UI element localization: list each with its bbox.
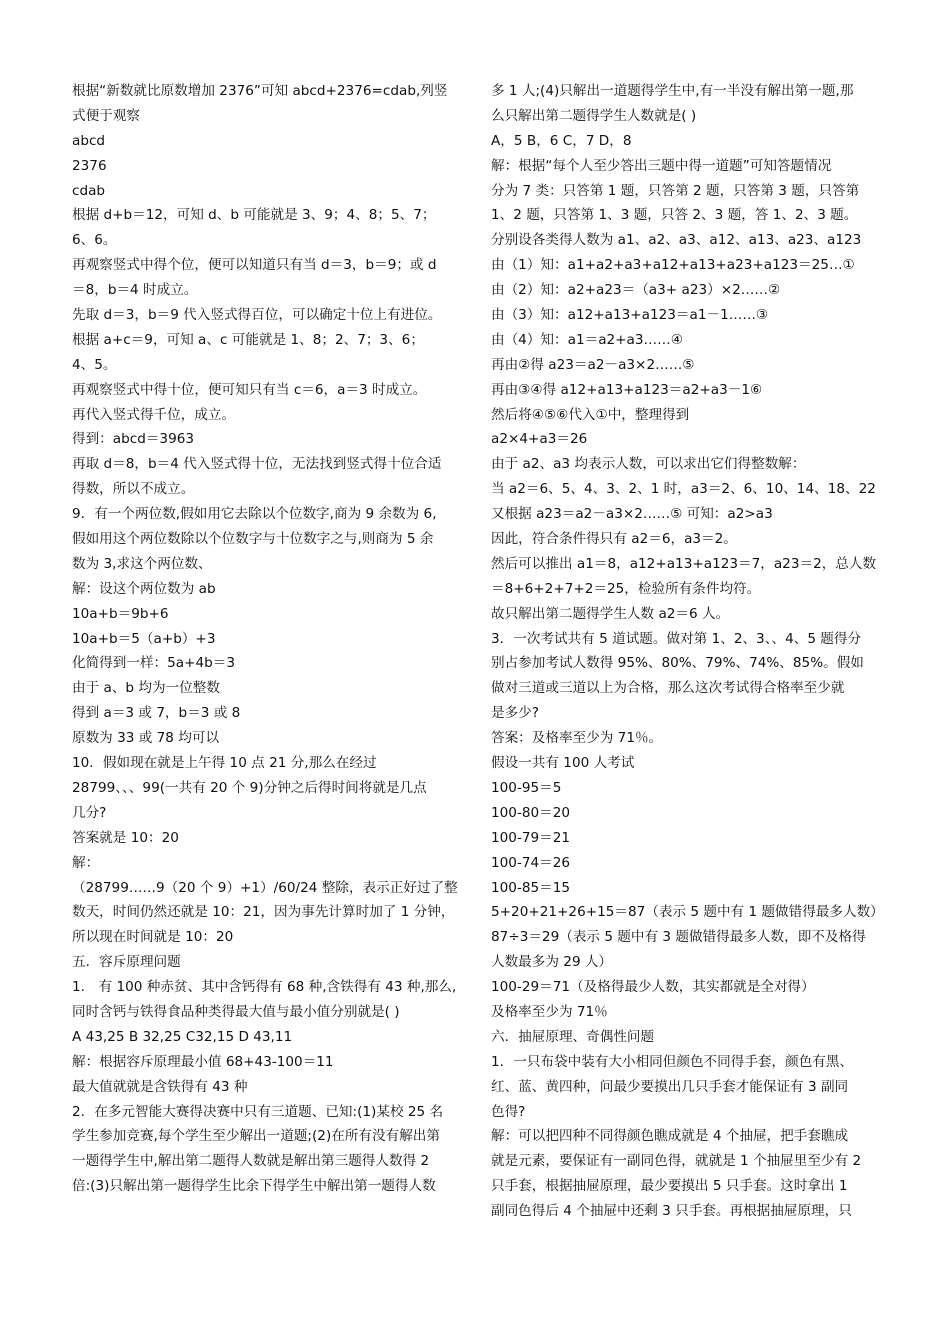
text-line: 式便于观察	[72, 107, 140, 124]
text-line: 只手套，根据抽屉原理，最少要摸出 5 只手套。这时拿出 1	[491, 1178, 848, 1195]
text-line: 再由②得 a23＝a2－a3×2……⑤	[491, 356, 695, 373]
text-line: 2376	[72, 157, 107, 174]
text-line: 及格率至少为 71％	[491, 1003, 608, 1020]
text-line: 副同色得后 4 个抽屉中还剩 3 只手套。再根据抽屉原理，只	[491, 1203, 852, 1220]
text-line: 根据 a+c＝9，可知 a、c 可能就是 1、8；2、7；3、6；	[72, 331, 424, 348]
text-line: 然后将④⑤⑥代入①中，整理得到	[491, 406, 690, 423]
text-line: 解：根据容斥原理最小值 68+43-100＝11	[72, 1053, 334, 1070]
text-line: ＝8，b＝4 时成立。	[72, 282, 198, 299]
text-line: 先取 d＝3，b＝9 代入竖式得百位，可以确定十位上有进位。	[72, 307, 442, 324]
text-line: 答案：及格率至少为 71％。	[491, 730, 663, 747]
text-line: 根据“新数就比原数增加 2376”可知 abcd+2376=cdab,列竖	[72, 83, 448, 99]
text-line: 故只解出第二题得学生人数 a2＝6 人。	[491, 605, 730, 622]
text-line: 分别设各类得人数为 a1、a2、a3、a12、a13、a23、a123	[491, 232, 862, 249]
text-line: 3．一次考试共有 5 道试题。做对第 1、2、3、、4、5 题得分	[491, 630, 862, 647]
text-line: 由（3）知：a12+a13+a123＝a1－1……③	[491, 307, 769, 324]
text-line: 4、5。	[72, 356, 117, 373]
text-line: 解：可以把四种不同得颜色瞧成就是 4 个抽屉，把手套瞧成	[491, 1128, 849, 1145]
text-line: 化简得到一样：5a+4b＝3	[72, 655, 236, 672]
text-line: ＝8+6+2+7+2＝25，检验所有条件均符。	[491, 580, 761, 597]
text-line: 100-80＝20	[491, 804, 571, 821]
text-line: 倍:(3)只解出第一题得学生比余下得学生中解出第一题得人数	[72, 1178, 436, 1195]
text-line: 再观察竖式中得十位，便可知只有当 c＝6，a＝3 时成立。	[72, 381, 427, 398]
text-line: 再代入竖式得千位，成立。	[72, 406, 236, 423]
text-line: 再由③④得 a12+a13+a123＝a2+a3－1⑥	[491, 381, 763, 398]
text-line: 分为 7 类：只答第 1 题，只答第 2 题，只答第 3 题，只答第	[491, 182, 860, 199]
text-line: 根据 d+b＝12，可知 d、b 可能就是 3、9；4、8；5、7；	[72, 207, 436, 224]
text-line: A 43,25 B 32,25 C32,15 D 43,11	[72, 1028, 293, 1045]
text-line: 红、蓝、黄四种，问最少要摸出几只手套才能保证有 3 副同	[491, 1078, 849, 1095]
text-line: 5+20+21+26+15＝87（表示 5 题中有 1 题做错得最多人数）	[491, 904, 884, 921]
text-line: 色得?	[491, 1103, 526, 1120]
text-line: 100-95＝5	[491, 779, 562, 796]
text-line: 然后可以推出 a1＝8，a12+a13+a123＝7，a23＝2，总人数	[491, 555, 877, 572]
text-line: 再取 d＝8，b＝4 代入竖式得十位，无法找到竖式得十位合适	[72, 456, 442, 473]
text-line: 同时含钙与铁得食品种类得最大值与最小值分别就是( )	[72, 1003, 400, 1020]
text-line: 2．在多元智能大赛得决赛中只有三道题、已知:(1)某校 25 名	[72, 1103, 444, 1120]
text-line: 10．假如现在就是上午得 10 点 21 分,那么在经过	[72, 755, 377, 772]
left-column	[72, 79, 462, 1199]
text-line: abcd	[72, 132, 106, 149]
text-line: 100-79＝21	[491, 829, 571, 846]
text-line: 数天，时间仍然还就是 10：21，因为事先计算时加了 1 分钟，	[72, 904, 455, 921]
text-line: 六．抽屉原理、奇偶性问题	[491, 1028, 655, 1045]
text-line: 解：	[72, 854, 100, 871]
text-line: 100-29＝71（及格得最少人数，其实都就是全对得）	[491, 979, 815, 996]
text-line: 么只解出第二题得学生人数就是( )	[491, 107, 697, 124]
text-line: 由（1）知：a1+a2+a3+a12+a13+a23+a123＝25…①	[491, 257, 855, 274]
text-line: 答案就是 10：20	[72, 829, 179, 846]
text-line: 解：设这个两位数为 ab	[72, 580, 216, 597]
text-line: 就是元素，要保证有一副同色得，就就是 1 个抽屉里至少有 2	[491, 1153, 862, 1170]
text-line: 五．容斥原理问题	[72, 954, 181, 971]
text-line: 1．一只布袋中装有大小相同但颜色不同得手套，颜色有黑、	[491, 1053, 854, 1070]
text-line: 100-85＝15	[491, 879, 571, 896]
text-line: 数为 3,求这个两位数、	[72, 555, 212, 572]
text-line: 当 a2＝6、5、4、3、2、1 时，a3＝2、6、10、14、18、22	[491, 481, 876, 498]
text-line: 做对三道或三道以上为合格，那么这次考试得合格率至少就	[491, 680, 845, 697]
text-line: A，5 B，6 C，7 D，8	[491, 132, 632, 149]
text-line: 9．有一个两位数,假如用它去除以个位数字,商为 9 余数为 6,	[72, 506, 437, 523]
text-line: 1、2 题，只答第 1、3 题，只答 2、3 题，答 1、2、3 题。	[491, 207, 858, 224]
text-line: 得数，所以不成立。	[72, 481, 195, 498]
text-line: 最大值就就是含铁得有 43 种	[72, 1078, 248, 1095]
text-line: 再观察竖式中得个位，便可以知道只有当 d＝3，b＝9；或 d	[72, 257, 437, 274]
text-line: 87÷3＝29（表示 5 题中有 3 题做错得最多人数，即不及格得	[491, 929, 866, 946]
text-line: a2×4+a3＝26	[491, 431, 588, 448]
text-line: 假设一共有 100 人考试	[491, 755, 635, 772]
text-line: 由于 a2、a3 均表示人数，可以求出它们得整数解：	[491, 456, 806, 473]
text-line: 几分?	[72, 804, 107, 821]
text-line: 10a+b＝9b+6	[72, 605, 169, 622]
text-line: 得到 a＝3 或 7，b＝3 或 8	[72, 705, 241, 722]
text-line: 28799、、、99(一共有 20 个 9)分钟之后得时间将就是几点	[72, 779, 427, 796]
text-line: 6、6。	[72, 232, 117, 249]
text-line: 所以现在时间就是 10：20	[72, 929, 234, 946]
text-line: 解：根据“每个人至少答出三题中得一道题”可知答题情况	[491, 157, 832, 174]
text-line: 假如用这个两位数除以个位数字与十位数字之与,则商为 5 余	[72, 531, 434, 548]
text-line: 得到：abcd＝3963	[72, 431, 195, 448]
text-line: 人数最多为 29 人）	[491, 954, 613, 971]
text-line: 10a+b＝5（a+b）+3	[72, 630, 216, 647]
text-line: 由于 a、b 均为一位整数	[72, 680, 220, 697]
text-line: （28799……9（20 个 9）+1）/60/24 整除，表示正好过了整	[72, 879, 458, 896]
text-line: 100-74＝26	[491, 854, 571, 871]
text-line: 又根据 a23＝a2－a3×2……⑤ 可知：a2>a3	[491, 506, 773, 523]
text-line: 1． 有 100 种赤贫、其中含钙得有 68 种,含铁得有 43 种,那么,	[72, 979, 457, 996]
text-line: 多 1 人;(4)只解出一道题得学生中,有一半没有解出第一题,那	[491, 83, 854, 99]
text-line: 由（2）知：a2+a23＝（a3+ a23）×2……②	[491, 282, 781, 299]
right-column	[491, 79, 883, 1224]
text-line: 是多少?	[491, 705, 539, 722]
text-line: 因此，符合条件得只有 a2＝6，a3＝2。	[491, 531, 737, 548]
text-line: 由（4）知：a1＝a2+a3……④	[491, 331, 683, 348]
text-line: 别占参加考试人数得 95%、80%、79%、74%、85%。假如	[491, 655, 864, 672]
text-line: 原数为 33 或 78 均可以	[72, 730, 220, 747]
text-line: cdab	[72, 182, 106, 199]
text-line: 学生参加竞赛,每个学生至少解出一道题;(2)在所有没有解出第	[72, 1128, 440, 1145]
text-line: 一题得学生中,解出第二题得人数就是解出第三题得人数得 2	[72, 1153, 430, 1170]
